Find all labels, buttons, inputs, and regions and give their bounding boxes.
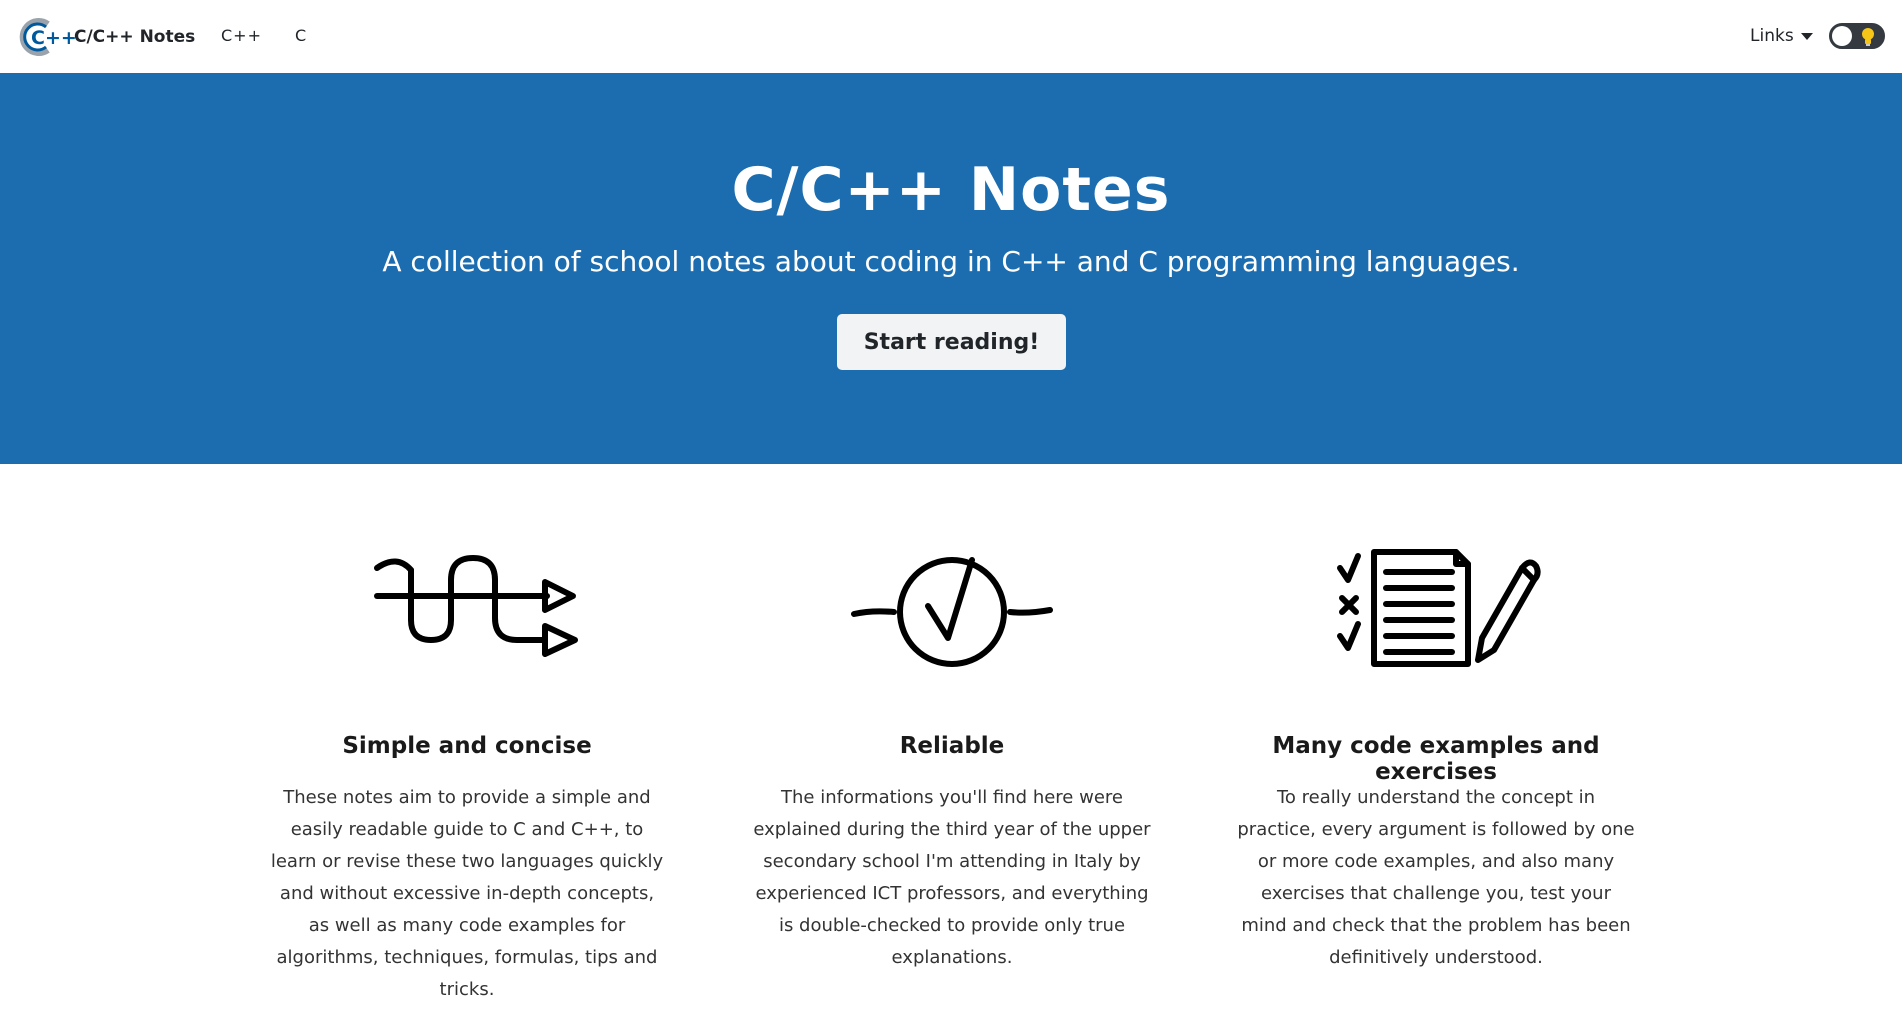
cpp-logo-icon xyxy=(18,16,77,58)
links-dropdown[interactable] xyxy=(1750,26,1813,46)
feature-text-simple: These notes aim to provide a simple and easily readable guide to C and C++, to learn or revise these two languages quickly and without excessive in-depth concepts, as well as many code examples for algorithms, techniques, formulas, tips and tricks. xyxy=(270,787,664,1000)
feature-text-reliable: The informations you'll find here were explained during the third year of the upper secondary school I'm attending in Italy by experienced ICT professors, and everything is double-checked to provide only true explanations. xyxy=(753,787,1151,968)
feature-text-examples: To really understand the concept in practice, every argument is followed by one or more code examples, and also many exercises that challenge you, test your mind and check that the problem has been definitively understood. xyxy=(1237,787,1635,968)
feature-simple xyxy=(267,540,667,1000)
nav-link-c[interactable]: C xyxy=(295,26,308,45)
flow-arrows-icon xyxy=(347,540,587,670)
logo-text: C++ xyxy=(31,27,77,49)
toggle-knob xyxy=(1832,26,1852,46)
caret-down-icon xyxy=(1801,33,1813,40)
checklist-pen-icon xyxy=(1316,540,1556,670)
feature-title-simple: Simple and concise xyxy=(342,733,592,759)
feature-examples xyxy=(1236,540,1636,968)
theme-toggle[interactable] xyxy=(1829,23,1885,49)
brand-link[interactable] xyxy=(18,16,195,58)
navbar xyxy=(0,0,1902,73)
brand-name: C/C++ Notes xyxy=(74,27,196,47)
hero-banner xyxy=(0,73,1902,464)
lightbulb-icon xyxy=(1859,27,1877,47)
feature-title-examples: Many code examples and exercises xyxy=(1272,733,1600,785)
start-reading-button[interactable]: Start reading! xyxy=(837,314,1066,370)
hero-title: C/C++ Notes xyxy=(731,155,1171,225)
hero-subtitle: A collection of school notes about coding in C++ and C programming languages. xyxy=(382,245,1520,278)
check-circle-icon xyxy=(832,540,1072,670)
feature-title-reliable: Reliable xyxy=(899,733,1005,759)
nav-link-cpp[interactable]: C++ xyxy=(221,26,262,45)
feature-reliable xyxy=(752,540,1152,968)
links-dropdown-label: Links xyxy=(1750,26,1794,46)
